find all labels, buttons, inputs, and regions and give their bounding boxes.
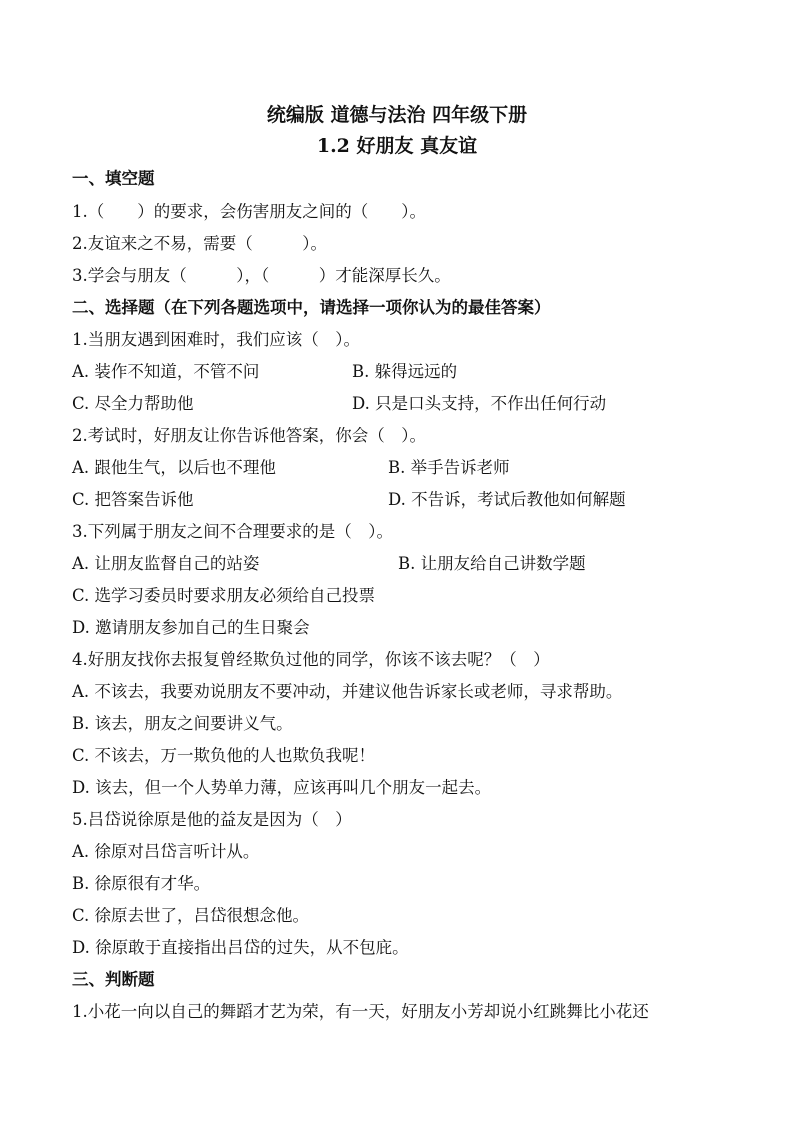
- choice-question-2-option-a: A. 跟他生气，以后也不理他: [72, 458, 276, 477]
- choice-question-1-option-b: B. 躲得远远的: [352, 362, 458, 381]
- section-heading-true-false: 三、判断题: [72, 970, 155, 989]
- document-title: 统编版 道德与法治 四年级下册: [266, 104, 528, 126]
- lesson-title: 1.2 好朋友 真友谊: [316, 135, 478, 157]
- choice-question-2-option-c: C. 把答案告诉他: [72, 490, 194, 509]
- choice-question-2-stem: 2.考试时，好朋友让你告诉他答案，你会（ ）。: [72, 426, 426, 445]
- choice-question-3-option-c: C. 选学习委员时要求朋友必须给自己投票: [72, 586, 376, 605]
- choice-question-5-option-c: C. 徐原去世了，吕岱很想念他。: [72, 906, 310, 925]
- choice-question-4-option-c: C. 不该去，万一欺负他的人也欺负我呢！: [72, 746, 376, 765]
- fill-blank-question-1: 1.（ ）的要求，会伤害朋友之间的（ ）。: [72, 202, 426, 221]
- choice-question-3-option-d: D. 邀请朋友参加自己的生日聚会: [72, 618, 310, 637]
- choice-question-1-option-a: A. 装作不知道，不管不问: [72, 362, 260, 381]
- choice-question-5-option-a: A. 徐原对吕岱言听计从。: [72, 842, 260, 861]
- fill-blank-question-2: 2.友谊来之不易，需要（ ）。: [72, 234, 327, 253]
- choice-question-3-stem: 3.下列属于朋友之间不合理要求的是（ ）。: [72, 522, 393, 541]
- choice-question-5-option-b: B. 徐原很有才华。: [72, 874, 211, 893]
- choice-question-5-stem: 5.吕岱说徐原是他的益友是因为（ ）: [72, 810, 352, 829]
- section-heading-fill-blank: 一、填空题: [72, 169, 155, 188]
- choice-question-4-option-a: A. 不该去，我要劝说朋友不要冲动，并建议他告诉家长或老师，寻求帮助。: [72, 682, 623, 701]
- choice-question-1-stem: 1.当朋友遇到困难时，我们应该（ ）。: [72, 330, 360, 349]
- choice-question-1-option-d: D. 只是口头支持，不作出任何行动: [352, 394, 607, 413]
- choice-question-2-option-d: D. 不告诉，考试后教他如何解题: [388, 490, 626, 509]
- choice-question-3-option-b: B. 让朋友给自己讲数学题: [398, 554, 586, 573]
- choice-question-4-option-b: B. 该去，朋友之间要讲义气。: [72, 714, 293, 733]
- choice-question-4-stem: 4.好朋友找你去报复曾经欺负过他的同学，你该不该去呢？（ ）: [72, 650, 550, 669]
- choice-question-4-option-d: D. 该去，但一个人势单力薄，应该再叫几个朋友一起去。: [72, 778, 492, 797]
- fill-blank-question-3: 3.学会与朋友（ ），（ ）才能深厚长久。: [72, 266, 451, 285]
- choice-question-1-option-c: C. 尽全力帮助他: [72, 394, 194, 413]
- true-false-question-1: 1.小花一向以自己的舞蹈才艺为荣，有一天，好朋友小芳却说小红跳舞比小花还: [72, 1002, 649, 1021]
- choice-question-3-option-a: A. 让朋友监督自己的站姿: [72, 554, 260, 573]
- choice-question-5-option-d: D. 徐原敢于直接指出吕岱的过失，从不包庇。: [72, 938, 409, 957]
- choice-question-2-option-b: B. 举手告诉老师: [388, 458, 510, 477]
- section-heading-multiple-choice: 二、选择题（在下列各题选项中，请选择一项你认为的最佳答案）: [72, 298, 551, 317]
